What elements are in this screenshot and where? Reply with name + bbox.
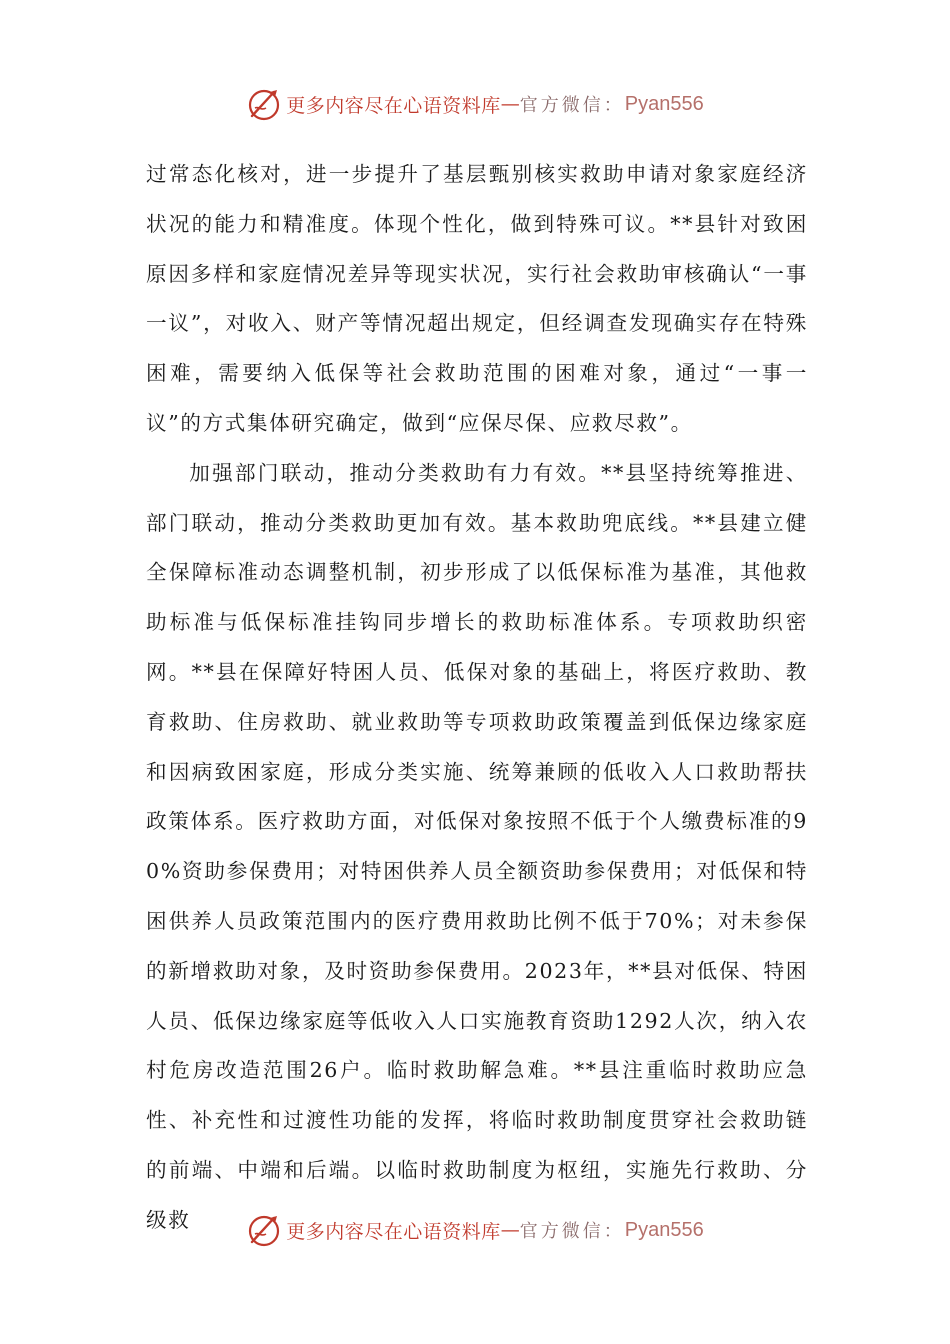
paragraph-1: 过常态化核对，进一步提升了基层甄别核实救助申请对象家庭经济状况的能力和精准度。体现个性化，做到特殊可议。**县针对致困原因多样和家庭情况差异等现实状况，实行社会救助审核确认“一事一议”，对收入、财产等情况超出规定，但经调查发现确实存在特殊困难，需要纳入低保等社会救助范围的困难对象，通过“一事一议”的方式集体研究确定，做到“应保尽保、应救尽救”。 <box>146 162 808 435</box>
watermark-wechat-id: Pyan556 <box>624 1218 704 1241</box>
watermark-dash: — <box>500 1219 520 1241</box>
watermark-brand-text: 更多内容尽在心语资料库 <box>286 94 501 117</box>
pen-circle-logo-icon <box>246 1212 282 1248</box>
watermark-brand-text: 更多内容尽在心语资料库 <box>286 1220 501 1243</box>
pen-circle-logo-icon <box>246 86 282 122</box>
footer-watermark-banner <box>0 1210 950 1250</box>
document-body <box>146 150 808 1246</box>
watermark-wechat-label: 官方微信： <box>519 1221 625 1242</box>
watermark-wechat-label: 官方微信： <box>519 95 625 116</box>
watermark-wechat-id: Pyan556 <box>624 92 704 115</box>
header-watermark-banner <box>0 84 950 124</box>
watermark-dash: — <box>500 93 520 115</box>
paragraph-2: 加强部门联动，推动分类救助有力有效。**县坚持统筹推进、部门联动，推动分类救助更加有效。基本救助兜底线。**县建立健全保障标准动态调整机制，初步形成了以低保标准为基准，其他救助标准与低保标准挂钩同步增长的救助标准体系。专项救助织密网。**县在保障好特困人员、低保对象的基础上，将医疗救助、教育救助、住房救助、就业救助等专项救助政策覆盖到低保边缘家庭和因病致困家庭，形成分类实施、统筹兼顾的低收入人口救助帮扶政策体系。医疗救助方面，对低保对象按照不低于个人缴费标准的90%资助参保费用；对特困供养人员全额资助参保费用；对低保和特困供养人员政策范围内的医疗费用救助比例不低于70%；对未参保的新增救助对象，及时资助参保费用。2023年，**县对低保、特困人员、低保边缘家庭等低收入人口实施教育资助1292人次，纳入农村危房改造范围26户。临时救助解急难。**县注重临时救助应急性、补充性和过渡性功能的发挥，将临时救助制度贯穿社会救助链的前端、中端和后端。以临时救助制度为枢纽，实施先行救助、分级救 <box>146 460 808 1232</box>
